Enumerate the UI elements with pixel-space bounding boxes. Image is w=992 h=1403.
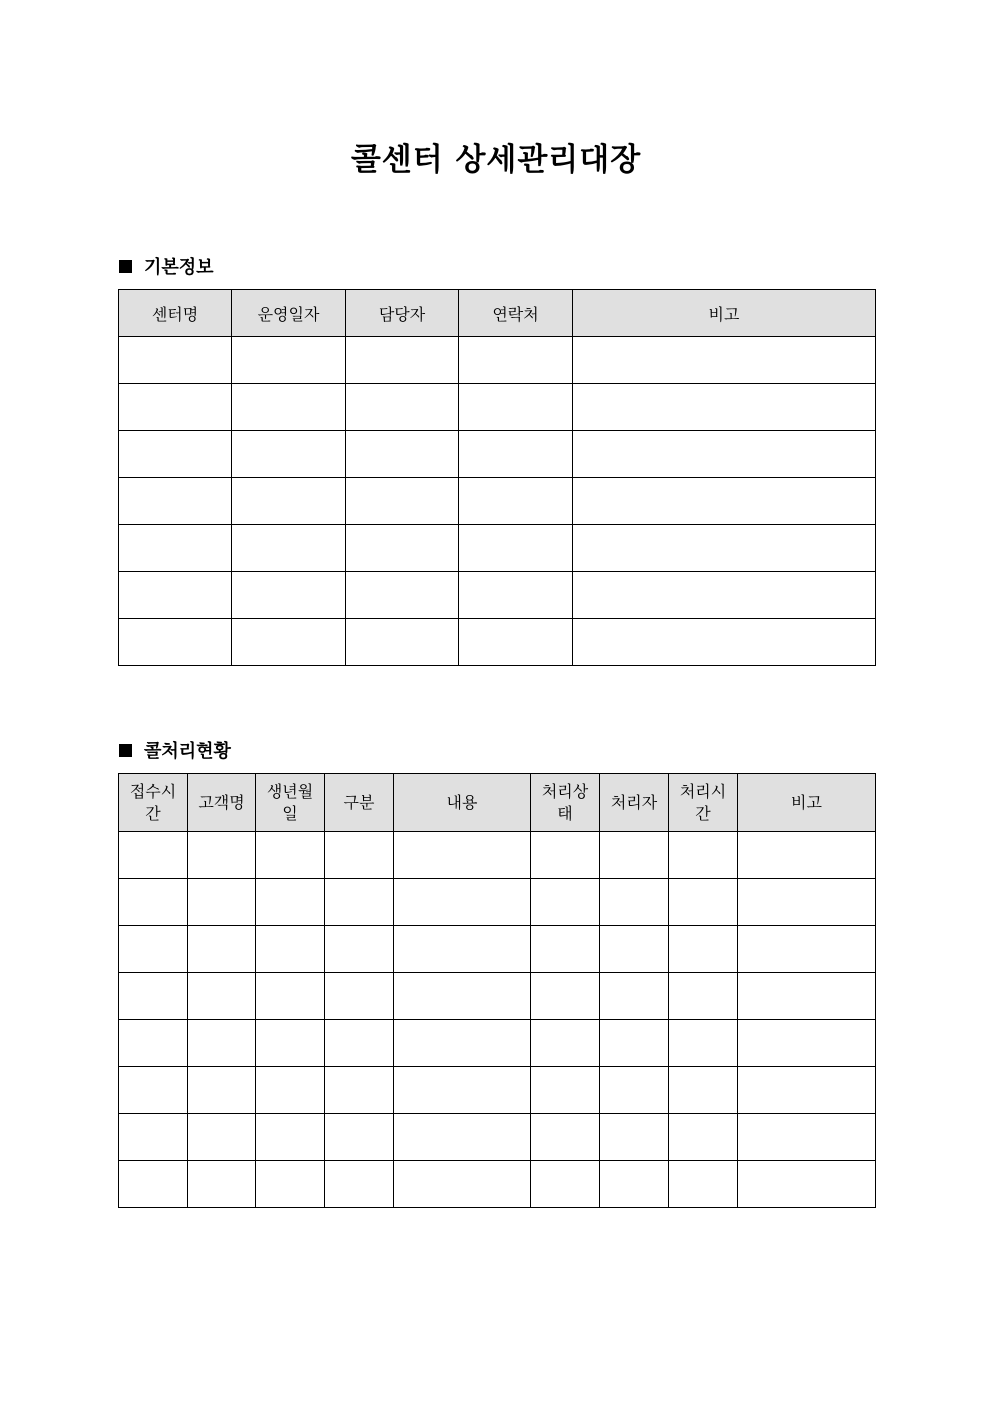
table-cell[interactable] <box>188 1114 256 1161</box>
table-cell[interactable] <box>188 879 256 926</box>
table-cell[interactable] <box>188 832 256 879</box>
table-cell[interactable] <box>325 832 394 879</box>
table-cell[interactable] <box>573 525 876 572</box>
table-row <box>119 572 876 619</box>
table-row <box>119 926 876 973</box>
table-cell[interactable] <box>738 973 876 1020</box>
table-cell[interactable] <box>600 1161 669 1208</box>
table-cell[interactable] <box>256 926 325 973</box>
table-cell[interactable] <box>346 619 459 666</box>
table-cell[interactable] <box>669 1067 738 1114</box>
table-cell[interactable] <box>119 1161 188 1208</box>
table-cell[interactable] <box>119 879 188 926</box>
table-cell[interactable] <box>119 1020 188 1067</box>
table-cell[interactable] <box>119 431 232 478</box>
table-cell[interactable] <box>573 384 876 431</box>
column-header-processing-time: 처리시 간 <box>669 774 738 832</box>
table-cell[interactable] <box>394 1067 531 1114</box>
table-cell[interactable] <box>232 431 346 478</box>
table-cell[interactable] <box>256 879 325 926</box>
table-cell[interactable] <box>531 832 600 879</box>
table-cell[interactable] <box>600 973 669 1020</box>
table-cell[interactable] <box>325 1114 394 1161</box>
table-cell[interactable] <box>188 973 256 1020</box>
table-cell[interactable] <box>738 879 876 926</box>
table-cell[interactable] <box>600 1020 669 1067</box>
table-cell[interactable] <box>573 619 876 666</box>
table-cell[interactable] <box>325 1067 394 1114</box>
table-cell[interactable] <box>119 337 232 384</box>
table-cell[interactable] <box>346 337 459 384</box>
column-header-birth-date: 생년월 일 <box>256 774 325 832</box>
table-cell[interactable] <box>459 384 573 431</box>
table-row <box>119 619 876 666</box>
table-cell[interactable] <box>600 1067 669 1114</box>
table-cell[interactable] <box>531 1067 600 1114</box>
column-header-received-time: 접수시 간 <box>119 774 188 832</box>
table-row <box>119 384 876 431</box>
call-status-table <box>118 773 876 1208</box>
table-cell[interactable] <box>256 1114 325 1161</box>
table-cell[interactable] <box>531 1114 600 1161</box>
table-cell[interactable] <box>119 1067 188 1114</box>
table-cell[interactable] <box>459 572 573 619</box>
table-cell[interactable] <box>188 926 256 973</box>
document-title: 콜센터 상세관리대장 <box>350 142 642 178</box>
table-header-row <box>119 290 876 337</box>
table-cell[interactable] <box>232 619 346 666</box>
table-row <box>119 1067 876 1114</box>
table-row <box>119 1114 876 1161</box>
table-row <box>119 879 876 926</box>
table-cell[interactable] <box>600 926 669 973</box>
section-heading-call-status <box>119 737 231 763</box>
basic-info-table <box>118 289 876 666</box>
table-cell[interactable] <box>325 1161 394 1208</box>
table-cell[interactable] <box>119 973 188 1020</box>
table-cell[interactable] <box>531 1161 600 1208</box>
table-cell[interactable] <box>188 1161 256 1208</box>
column-header-center-name: 센터명 <box>119 290 232 337</box>
table-cell[interactable] <box>573 478 876 525</box>
section-heading-label: 기본정보 <box>144 257 214 278</box>
table-cell[interactable] <box>119 525 232 572</box>
table-cell[interactable] <box>394 1114 531 1161</box>
table-cell[interactable] <box>459 431 573 478</box>
table-cell[interactable] <box>573 572 876 619</box>
column-header-contact: 연락처 <box>459 290 573 337</box>
table-cell[interactable] <box>738 926 876 973</box>
table-cell[interactable] <box>325 879 394 926</box>
table-cell[interactable] <box>119 1114 188 1161</box>
table-cell[interactable] <box>256 1020 325 1067</box>
table-row <box>119 337 876 384</box>
table-row <box>119 1161 876 1208</box>
table-cell[interactable] <box>119 572 232 619</box>
column-header-category: 구분 <box>325 774 394 832</box>
table-cell[interactable] <box>459 525 573 572</box>
column-header-content: 내용 <box>394 774 531 832</box>
table-cell[interactable] <box>256 832 325 879</box>
square-bullet-icon <box>119 260 132 273</box>
table-cell[interactable] <box>232 337 346 384</box>
table-cell[interactable] <box>232 525 346 572</box>
table-cell[interactable] <box>346 478 459 525</box>
table-cell[interactable] <box>669 973 738 1020</box>
table-cell[interactable] <box>669 1161 738 1208</box>
table-cell[interactable] <box>669 832 738 879</box>
table-cell[interactable] <box>738 1114 876 1161</box>
table-cell[interactable] <box>325 1020 394 1067</box>
table-cell[interactable] <box>531 926 600 973</box>
table-cell[interactable] <box>256 973 325 1020</box>
table-cell[interactable] <box>394 926 531 973</box>
table-cell[interactable] <box>256 1067 325 1114</box>
section-heading-basic-info <box>119 253 214 279</box>
table-cell[interactable] <box>600 832 669 879</box>
column-header-remarks: 비고 <box>738 774 876 832</box>
table-cell[interactable] <box>346 572 459 619</box>
table-cell[interactable] <box>119 926 188 973</box>
table-cell[interactable] <box>119 384 232 431</box>
column-header-handler: 처리자 <box>600 774 669 832</box>
section-heading-label: 콜처리현황 <box>144 741 231 762</box>
table-cell[interactable] <box>232 572 346 619</box>
table-cell[interactable] <box>738 1161 876 1208</box>
table-header-row <box>119 774 876 832</box>
table-cell[interactable] <box>325 973 394 1020</box>
table-cell[interactable] <box>346 431 459 478</box>
column-header-operation-date: 운영일자 <box>232 290 346 337</box>
table-cell[interactable] <box>346 384 459 431</box>
column-header-customer-name: 고객명 <box>188 774 256 832</box>
table-cell[interactable] <box>531 973 600 1020</box>
table-cell[interactable] <box>232 478 346 525</box>
table-cell[interactable] <box>256 1161 325 1208</box>
table-row <box>119 478 876 525</box>
table-cell[interactable] <box>738 832 876 879</box>
table-cell[interactable] <box>459 337 573 384</box>
table-cell[interactable] <box>600 1114 669 1161</box>
table-row <box>119 1020 876 1067</box>
square-bullet-icon <box>119 744 132 757</box>
table-cell[interactable] <box>394 1161 531 1208</box>
table-cell[interactable] <box>531 1020 600 1067</box>
table-cell[interactable] <box>669 926 738 973</box>
column-header-manager: 담당자 <box>346 290 459 337</box>
table-cell[interactable] <box>119 832 188 879</box>
column-header-remarks: 비고 <box>573 290 876 337</box>
table-cell[interactable] <box>669 1020 738 1067</box>
column-header-processing-status: 처리상 태 <box>531 774 600 832</box>
table-cell[interactable] <box>325 926 394 973</box>
table-cell[interactable] <box>394 1020 531 1067</box>
table-cell[interactable] <box>394 879 531 926</box>
table-cell[interactable] <box>459 619 573 666</box>
table-cell[interactable] <box>188 1020 256 1067</box>
table-cell[interactable] <box>346 525 459 572</box>
table-cell[interactable] <box>459 478 573 525</box>
table-cell[interactable] <box>573 337 876 384</box>
table-row <box>119 431 876 478</box>
table-row <box>119 973 876 1020</box>
table-cell[interactable] <box>600 879 669 926</box>
table-cell[interactable] <box>232 384 346 431</box>
table-cell[interactable] <box>573 431 876 478</box>
table-cell[interactable] <box>531 879 600 926</box>
table-cell[interactable] <box>738 1067 876 1114</box>
table-row <box>119 525 876 572</box>
table-cell[interactable] <box>394 973 531 1020</box>
table-cell[interactable] <box>119 619 232 666</box>
table-cell[interactable] <box>188 1067 256 1114</box>
table-cell[interactable] <box>738 1020 876 1067</box>
table-cell[interactable] <box>669 879 738 926</box>
table-row <box>119 832 876 879</box>
table-cell[interactable] <box>669 1114 738 1161</box>
table-cell[interactable] <box>119 478 232 525</box>
table-cell[interactable] <box>394 832 531 879</box>
